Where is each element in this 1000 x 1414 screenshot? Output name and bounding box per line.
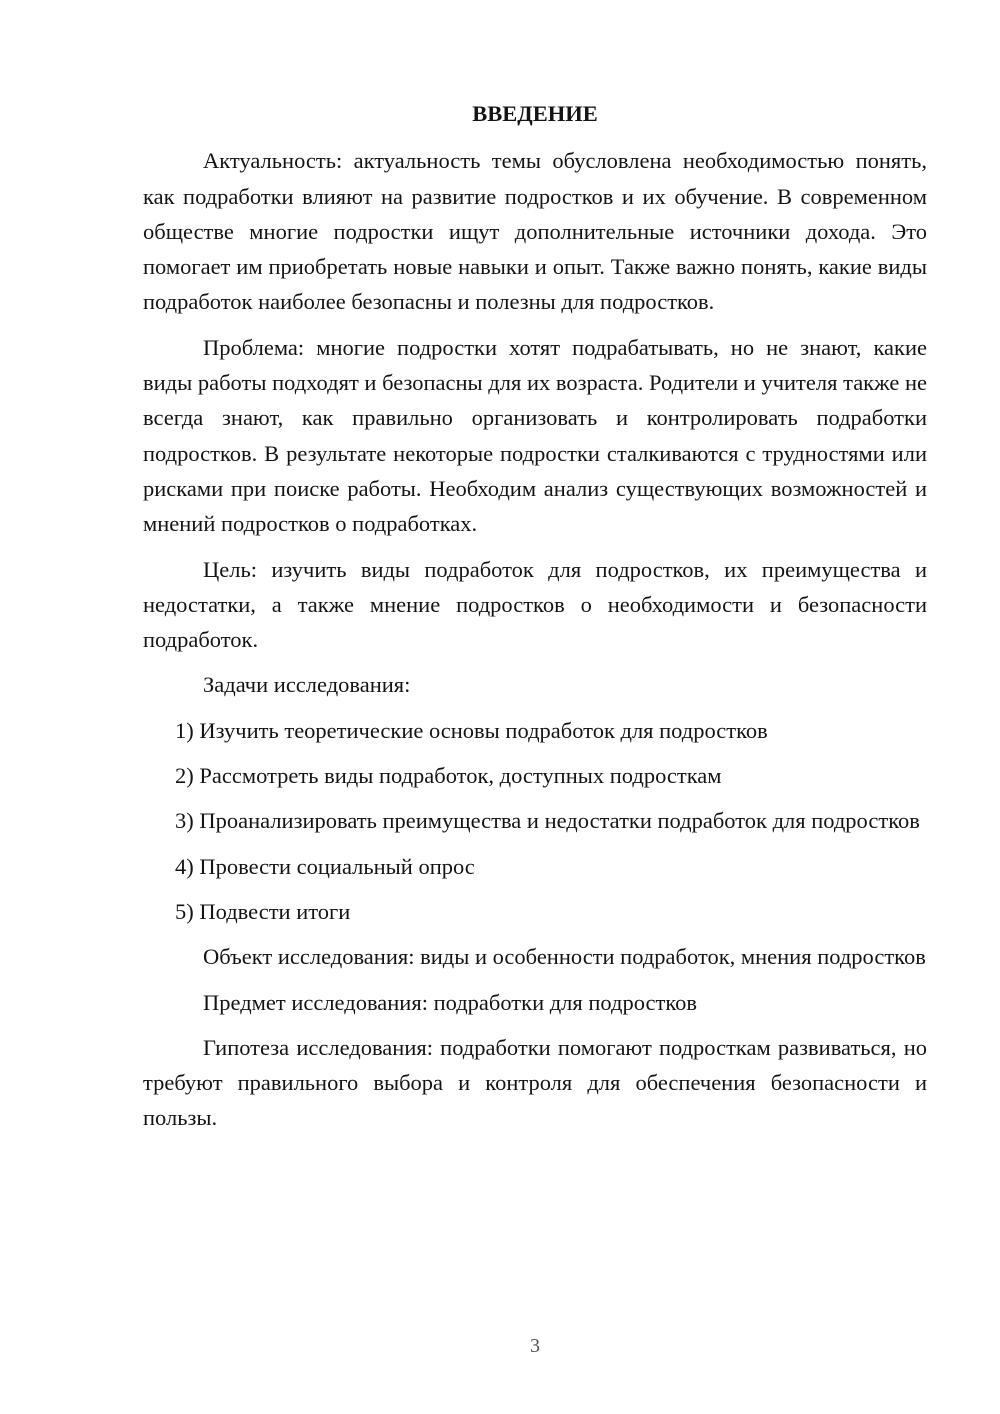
paragraph-relevance: Актуальность: актуальность темы обусловлена необходимостью понять, как подработки влияют на развитие подростков и их обучение. В современном обществе многие подростки ищут дополнительные источники дохода. Это помогает им приобретать новые навыки и опыт. Также важно понять, какие виды подработок наиболее безопасны и полезны для подростков. [143,148,927,315]
task-item-2: 2) Рассмотреть виды подработок, доступных подросткам [175,763,722,789]
document-body [143,96,927,1146]
paragraph-problem: Проблема: многие подростки хотят подрабатывать, но не знают, какие виды работы подходят и безопасны для их возраста. Родители и учителя также не всегда знают, как правильно организовать и контролировать подработки подростков. В результате некоторые подростки сталкиваются с трудностями или рисками при поиске работы. Необходим анализ существующих возможностей и мнений подростков о подработках. [143,334,927,537]
paragraph-hypothesis: Гипотеза исследования: подработки помогают подросткам развиваться, но требуют правильного выбора и контроля для обеспечения безопасности и пользы. [143,1034,927,1131]
section-title: ВВЕДЕНИЕ [472,101,598,126]
task-item-5: 5) Подвести итоги [175,898,351,924]
paragraph-goal: Цель: изучить виды подработок для подростков, их преимущества и недостатки, а также мнение подростков о необходимости и безопасности подработок. [143,556,927,653]
page-number: 3 [530,1335,540,1357]
paragraph-object: Объект исследования: виды и особенности подработок, мнения подростков [203,944,926,970]
paragraph-subject: Предмет исследования: подработки для подростков [203,989,698,1015]
tasks-heading: Задачи исследования: [203,672,411,698]
task-item-3: 3) Проанализировать преимущества и недостатки подработок для подростков [175,808,920,834]
task-item-1: 1) Изучить теоретические основы подработок для подростков [175,717,768,743]
task-item-4: 4) Провести социальный опрос [175,853,475,879]
